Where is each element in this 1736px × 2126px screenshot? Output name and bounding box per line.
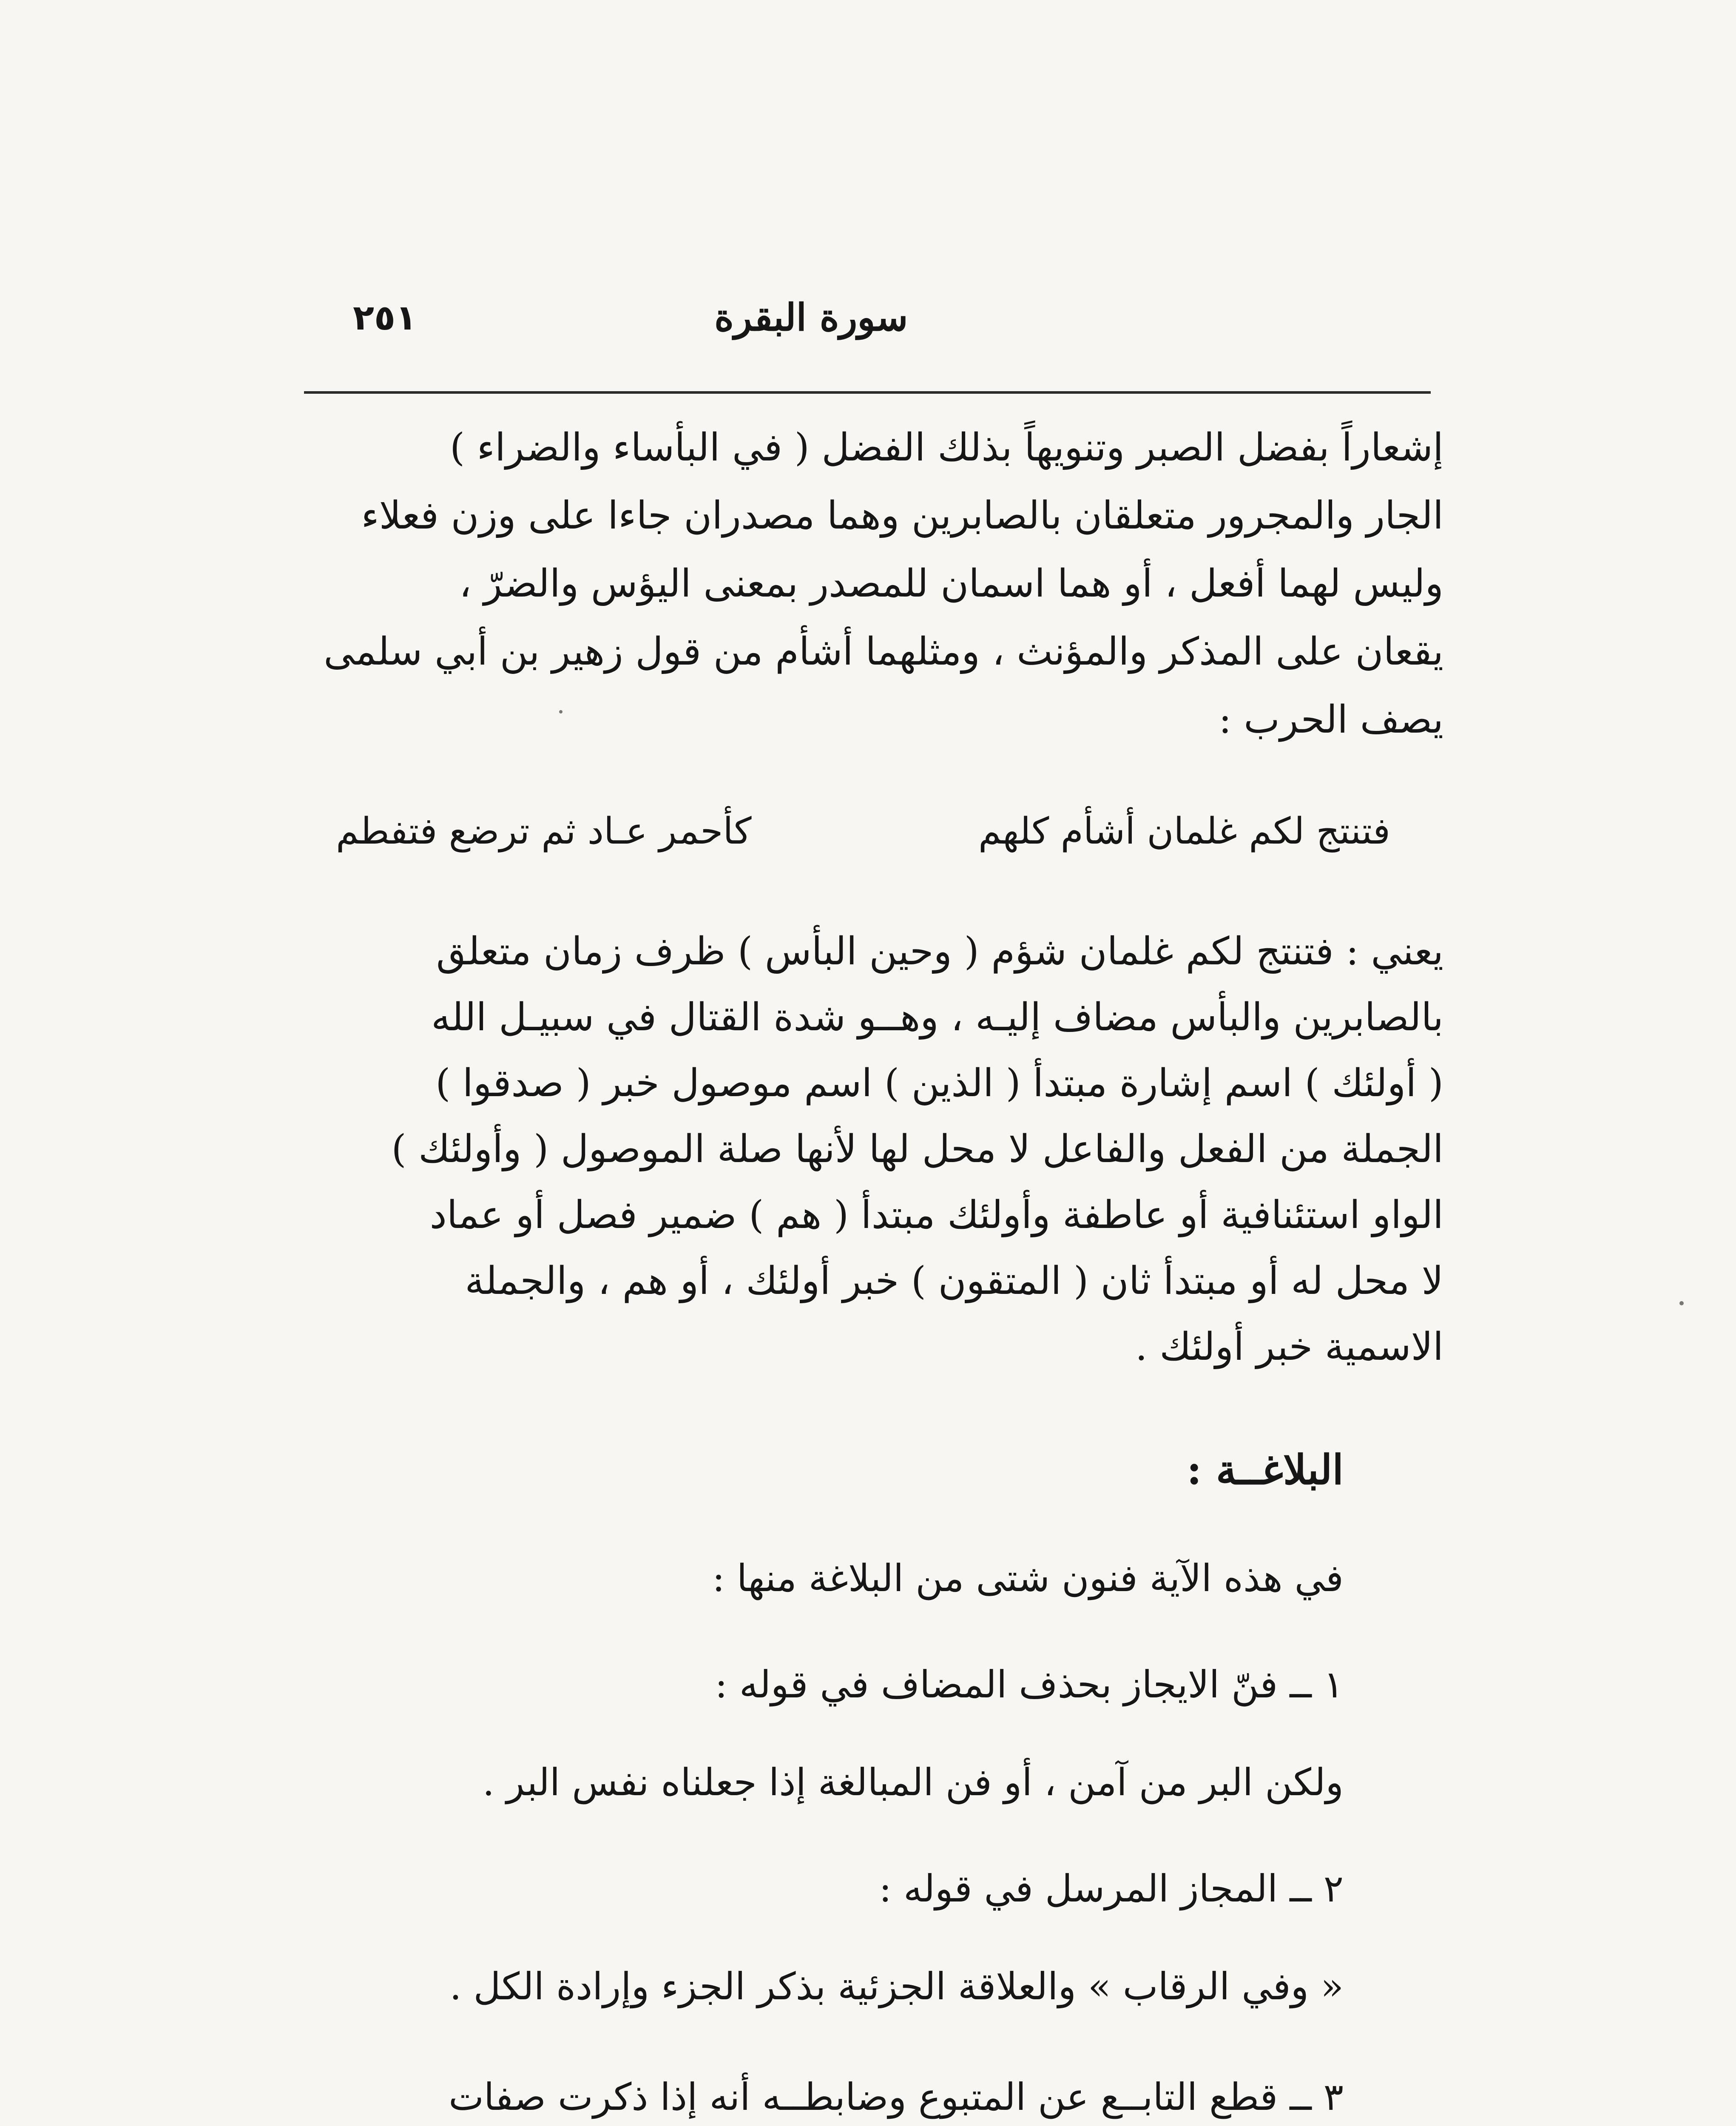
page-header (298, 281, 1437, 361)
paragraph-2 (293, 929, 1443, 1431)
verse-first-half: فتنتج لكم غلمان أشأم كلهم (978, 810, 1390, 853)
header-rule (304, 391, 1431, 394)
scan-speck (559, 710, 563, 713)
section-heading: البلاغــة : (1187, 1446, 1344, 1494)
text-line: ( أولئك ) اسم إشارة مبتدأ ( الذين ) اسم موصول خبر ( صدقوا ) (435, 1061, 1443, 1106)
verse-second-half: كأحمر عـاد ثم ترضع فتفطم (336, 810, 752, 853)
page-number: ٢٥١ (353, 298, 417, 338)
text-line: ولكن البر من آمن ، أو فن المبالغة إذا جعلناه نفس البر . (482, 1760, 1344, 1804)
text-line: الجملة من الفعل والفاعل لا محل لها لأنها صلة الموصول ( وأولئك ) (391, 1127, 1443, 1171)
text-line: ١ ــ فنّ الايجاز بحذف المضاف في قوله : (715, 1663, 1344, 1706)
text-line: يصف الحرب : (1219, 697, 1443, 742)
text-line: في هذه الآية فنون شتى من البلاغة منها : (712, 1556, 1344, 1600)
text-line: يقعان على المذكر والمؤنث ، ومثلهما أشأم من قول زهير بن أبي سلمى (324, 629, 1443, 674)
text-line: لا محل له أو مبتدأ ثان ( المتقون ) خبر أولئك ، أو هم ، والجملة (465, 1259, 1443, 1303)
text-line: « وفي الرقاب » والعلاقة الجزئية بذكر الجزء وإرادة الكل . (449, 1964, 1344, 2008)
paragraph-1 (293, 425, 1443, 778)
text-line: إشعاراً بفضل الصبر وتنويهاً بذلك الفضل ( في البأساء والضراء ) (449, 425, 1443, 470)
running-title: سورة البقرة (714, 295, 908, 339)
text-line: الجار والمجرور متعلقان بالصابرين وهما مصدران جاءا على وزن فعلاء (361, 493, 1443, 538)
text-line: ٢ ــ المجاز المرسل في قوله : (879, 1867, 1344, 1910)
text-line: الاسمية خبر أولئك . (1135, 1324, 1443, 1369)
paragraph-3 (298, 1556, 1344, 2126)
scan-speck (1679, 1301, 1684, 1305)
text-line: بالصابرين والبأس مضاف إليـه ، وهــو شدة القتال في سبيـل الله (431, 995, 1443, 1040)
text-line: الواو استئنافية أو عاطفة وأولئك مبتدأ ( هم ) ضمير فصل أو عماد (429, 1193, 1443, 1237)
text-line: يعني : فتنتج لكم غلمان شؤم ( وحين البأس ) ظرف زمان متعلق (436, 929, 1443, 974)
text-line: وليس لهما أفعل ، أو هما اسمان للمصدر بمعنى اليؤس والضرّ ، (459, 561, 1443, 606)
poetry-verse (336, 810, 1390, 870)
text-line: ٣ ــ قطع التابــع عن المتبوع وضابطــه أنه إذا ذكرت صفات (449, 2075, 1344, 2119)
